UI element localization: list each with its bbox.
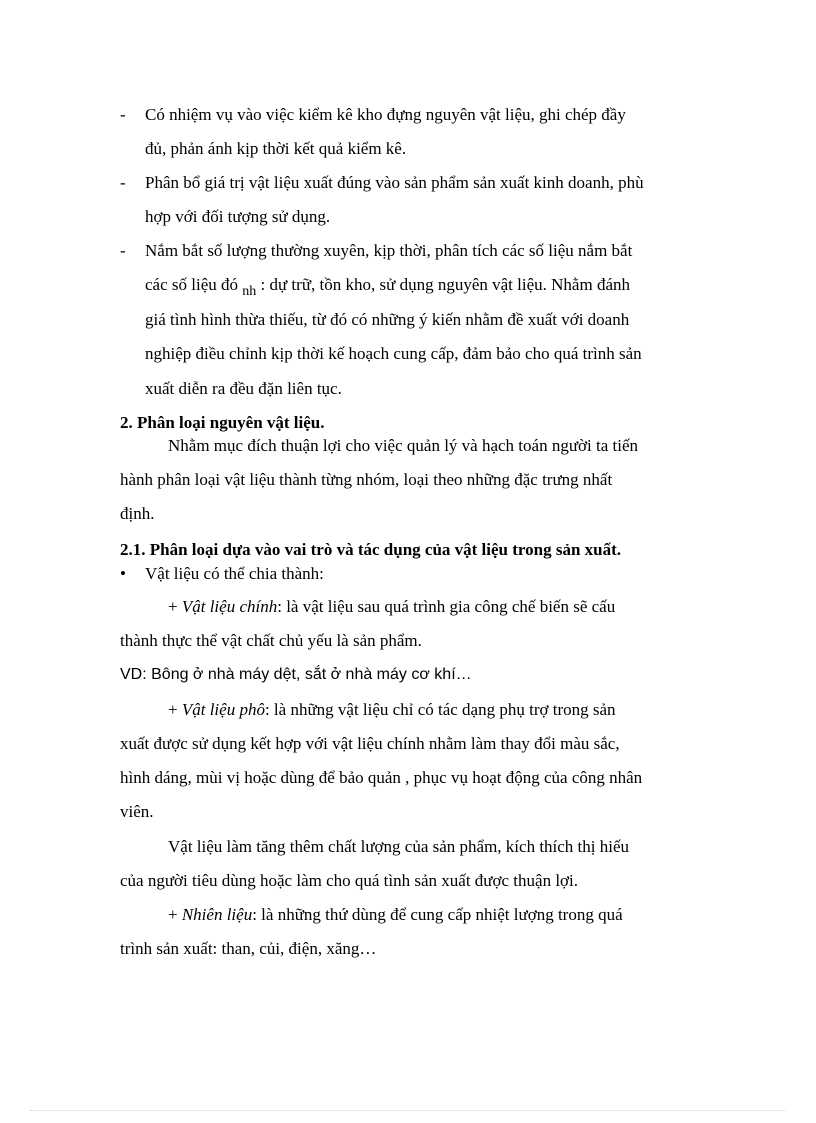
paragraph-line: viên. — [120, 802, 154, 821]
paragraph-line: hành phân loại vật liệu thành từng nhóm, loại theo những đặc trưng nhất — [120, 470, 613, 489]
bullet-text: Phân bổ giá trị vật liệu xuất đúng vào sản phẩm sản xuất kinh doanh, phù — [145, 173, 644, 192]
plus-prefix: + — [168, 700, 182, 719]
dash-marker: - — [120, 105, 126, 124]
bullet-text: đủ, phản ánh kịp thời kết quả kiểm kê. — [145, 139, 407, 158]
term-definition: : là những vật liệu chỉ có tác dạng phụ trợ trong sản — [264, 700, 616, 719]
term-italic: Nhiên liệu — [181, 905, 253, 924]
example-line: VD: Bông ở nhà máy dệt, sắt ở nhà máy cơ khí… — [120, 666, 472, 683]
term-italic: Vật liệu phô — [181, 700, 265, 719]
bullet-text: Có nhiệm vụ vào việc kiểm kê kho đựng nguyên vật liệu, ghi chép đầy — [145, 105, 626, 124]
plus-prefix: + — [168, 905, 182, 924]
term-italic: Vật liệu chính — [181, 597, 278, 616]
bullet-text-part: : dự trữ, tồn kho, sử dụng nguyên vật liệu. Nhằm đánh — [260, 275, 630, 294]
plus-prefix: + — [168, 597, 182, 616]
dash-marker: - — [120, 241, 126, 260]
paragraph-line: định. — [120, 504, 155, 523]
paragraph-line: trình sản xuất: than, củi, điện, xăng… — [120, 939, 377, 958]
bullet-text: nghiệp điều chỉnh kịp thời kế hoạch cung cấp, đảm bảo cho quá trình sản — [145, 344, 642, 363]
bullet-text — [145, 274, 630, 298]
paragraph-line: hình dáng, mùi vị hoặc dùng để bảo quản , phục vụ hoạt động của công nhân — [120, 768, 643, 787]
bullet-text-part: các số liệu đó — [145, 275, 238, 294]
subscript-text: nh — [242, 284, 257, 299]
section-heading: 2. Phân loại nguyên vật liệu. — [120, 413, 325, 432]
paragraph-line: xuất được sử dụng kết hợp với vật liệu chính nhằm làm thay đổi màu sắc, — [120, 734, 620, 753]
term-definition: : là những thứ dùng để cung cấp nhiệt lượng trong quá — [252, 905, 623, 924]
bullet-text: Nắm bắt số lượng thường xuyên, kịp thời, phân tích các số liệu nắm bắt — [145, 241, 633, 260]
paragraph-line — [168, 904, 623, 926]
paragraph-line — [168, 596, 615, 618]
paragraph-line: Nhằm mục đích thuận lợi cho việc quản lý và hạch toán người ta tiến — [168, 436, 639, 455]
subsection-heading: 2.1. Phân loại dựa vào vai trò và tác dụng của vật liệu trong sản xuất. — [120, 540, 622, 559]
page-divider — [30, 1110, 786, 1111]
term-definition: : là vật liệu sau quá trình gia công chế biến sẽ cấu — [277, 597, 616, 616]
paragraph-line: thành thực thể vật chất chủ yếu là sản phẩm. — [120, 631, 422, 650]
bullet-text: hợp với đối tượng sử dụng. — [145, 207, 331, 226]
bullet-text: giá tình hình thừa thiếu, từ đó có những ý kiến nhằm đề xuất với doanh — [145, 310, 630, 329]
bullet-text: Vật liệu có thể chia thành: — [145, 564, 324, 583]
paragraph-line: Vật liệu làm tăng thêm chất lượng của sản phẩm, kích thích thị hiếu — [168, 837, 630, 856]
bullet-text: xuất diễn ra đều đặn liên tục. — [145, 379, 342, 398]
dash-marker: - — [120, 173, 126, 192]
paragraph-line — [168, 699, 616, 721]
round-bullet-marker: • — [120, 564, 126, 583]
paragraph-line: của người tiêu dùng hoặc làm cho quá tình sản xuất được thuận lợi. — [120, 871, 579, 890]
